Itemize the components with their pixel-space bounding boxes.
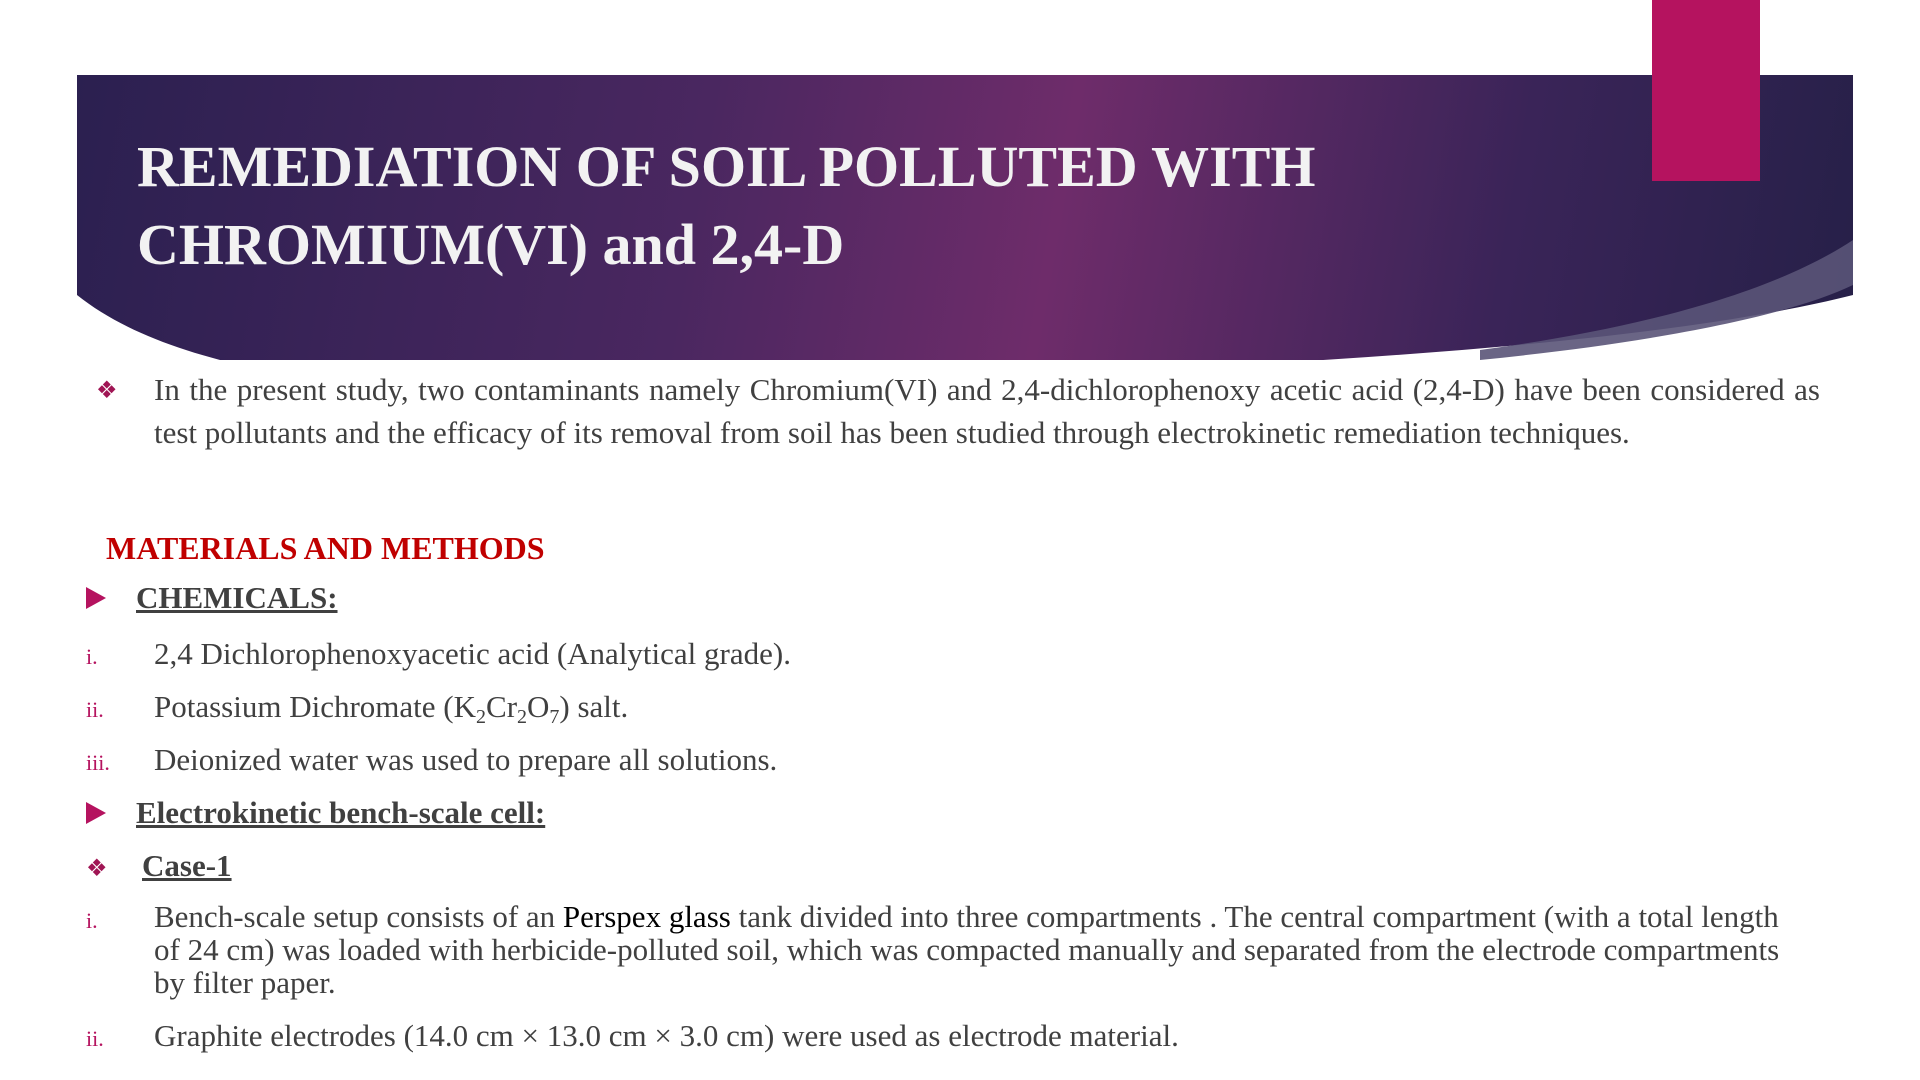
list-item [86,1018,1179,1054]
list-item-text: Graphite electrodes (14.0 cm × 13.0 cm × 3.0 cm) were used as electrode material. [154,1018,1179,1053]
formula-subscript: 2 [517,706,528,728]
chemicals-heading: CHEMICALS: [136,580,338,615]
list-number: ii. [86,1026,104,1051]
list-item [86,689,629,728]
formula-text: ) salt. [559,689,629,724]
formula-subscript: 2 [476,706,487,728]
list-number: ii. [86,697,104,722]
slide-title-line-2: CHROMIUM(VI) and 2,4-D [137,212,845,277]
formula-subscript: 7 [549,706,560,728]
triangle-bullet-icon [86,587,106,609]
formula-text: Potassium Dichromate (K [154,689,477,724]
case1-text-start: Bench-scale setup consists of an [154,899,563,934]
list-number: iii. [86,750,110,775]
case1-text-end: tank divided into three compartments . The central compartment (with a total length of 24 cm) was loaded with herbicide-polluted soil, which was compacted manually and separated from the electrode compartments by filter paper. [154,899,1780,1000]
cell-heading-row [86,795,545,831]
diamond-bullet-icon: ❖ [96,378,118,404]
case1-heading-row [86,848,232,884]
list-item-text: Deionized water was used to prepare all solutions. [154,742,778,777]
triangle-bullet-icon [86,802,106,824]
list-item [86,742,777,778]
list-number: i. [86,908,98,933]
intro-text: In the present study, two contaminants namely Chromium(VI) and 2,4-dichlorophenoxy acetic acid (2,4-D) have been considered as test pollutants and the efficacy of its removal from soil has been studied through electrokinetic remediation techniques. [154,372,1820,450]
chemicals-heading-row [86,580,338,616]
list-number: i. [86,644,98,669]
formula-text: O [527,689,550,724]
accent-tab [1652,0,1760,181]
intro-paragraph [96,368,1820,454]
list-item [86,900,1806,999]
list-item-text: 2,4 Dichlorophenoxyacetic acid (Analytical grade). [154,636,791,671]
case1-heading: Case-1 [142,848,232,883]
cell-heading: Electrokinetic bench-scale cell: [136,795,546,830]
section-heading: MATERIALS AND METHODS [106,530,545,566]
list-item [86,636,791,672]
list-item-text [154,689,629,728]
slide-title [137,128,1557,284]
formula-text: Cr [486,689,518,724]
list-item-text [154,900,1806,999]
diamond-bullet-icon: ❖ [86,856,108,882]
slide-title-line-1: REMEDIATION OF SOIL POLLUTED WITH [137,134,1316,199]
highlight-text: Perspex glass [562,899,731,934]
